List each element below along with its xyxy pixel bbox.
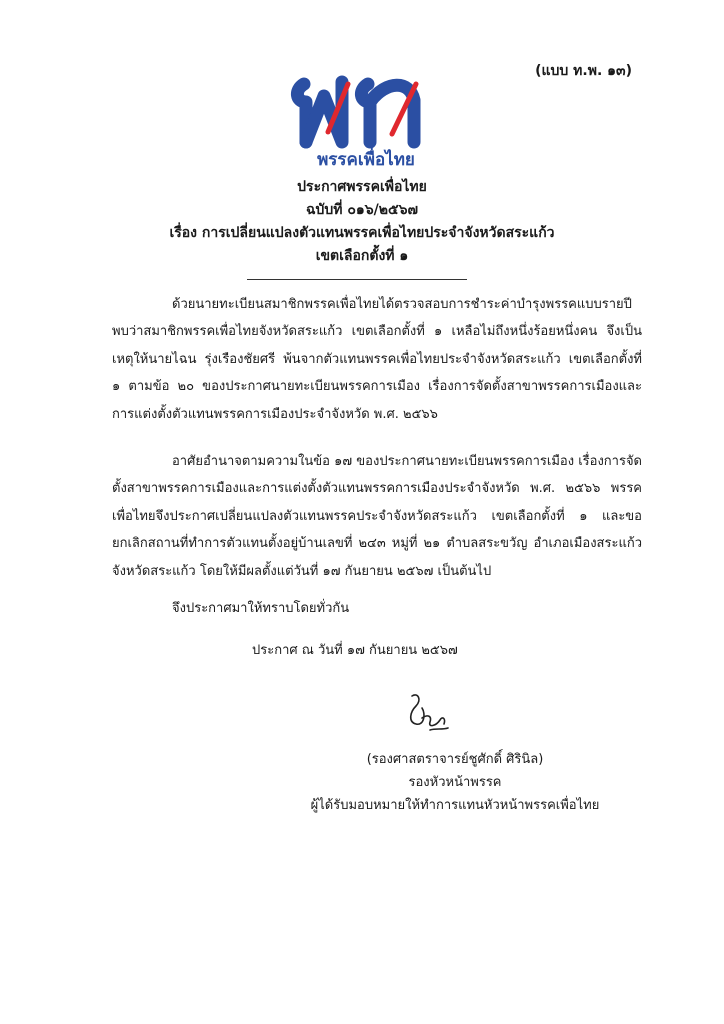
announcement-header (80, 176, 644, 268)
body-paragraph-1 (112, 291, 642, 428)
signer-name: (รองศาสตราจารย์ชูศักดิ์ ศิรินิล) (366, 752, 544, 767)
form-code: (แบบ ท.พ. ๑๓) (535, 63, 632, 79)
party-name: พรรคเพื่อไทย (317, 150, 415, 170)
paragraph-text: อาศัยอำนาจตามความในข้อ ๑๗ ของประกาศนายทะเบียนพรรคการเมือง เรื่องการจัดตั้งสาขาพรรคการเมืองและการแต่งตั้งตัวแทนพรรคการเมืองประจำจังหวัด พ.ศ. ๒๕๖๖ พรรคเพื่อไทยจึงประกาศเปลี่ยนแปลงตัวแทนพรรคประจำจังหวัดสระแก้ว เขตเลือกตั้งที่ ๑ และขอยกเลิกสถานที่ทำการตัวแทนตั้งอยู่บ้านเลขที่ ๒๔๓ หมู่ที่ ๒๑ ตำบลสระขวัญ อำเภอเมืองสระแก้ว จังหวัดสระแก้ว โดยให้มีผลตั้งแต่วันที่ ๑๗ กันยายน ๒๕๖๗ เป็นต้นไป (112, 454, 642, 579)
signer-block (270, 748, 640, 817)
announcement-title: ประกาศพรรคเพื่อไทย (297, 179, 427, 195)
announcement-date: ประกาศ ณ วันที่ ๑๗ กันยายน ๒๕๖๗ (252, 643, 458, 658)
signer-authority: ผู้ได้รับมอบหมายให้ทำการแทนหัวหน้าพรรคเพื่อไทย (310, 798, 600, 813)
paragraph-text: ด้วยนายทะเบียนสมาชิกพรรคเพื่อไทยได้ตรวจสอบการชำระค่าบำรุงพรรคแบบรายปีพบว่าสมาชิกพรรคเพื่อไทยจังหวัดสระแก้ว เขตเลือกตั้งที่ ๑ เหลือไม่ถึงหนึ่งร้อยหนึ่งคน จึงเป็นเหตุให้นายไฉน รุ่งเรืองชัยศรี พ้นจากตัวแทนพรรคเพื่อไทยประจำจังหวัดสระแก้ว เขตเลือกตั้งที่ ๑ ตามข้อ ๒๐ ของประกาศนายทะเบียนพรรคการเมือง เรื่องการจัดตั้งสาขาพรรคการเมืองและการแต่งตั้งตัวแทนพรรคการเมืองประจำจังหวัด พ.ศ. ๒๕๖๖ (112, 297, 642, 422)
announcement-subject: เรื่อง การเปลี่ยนแปลงตัวแทนพรรคเพื่อไทยประจำจังหวัดสระแก้ว (169, 225, 555, 241)
announcement-number: ฉบับที่ ๐๑๖/๒๕๖๗ (305, 202, 419, 218)
body-paragraph-2 (112, 448, 642, 585)
handwritten-signature (400, 688, 460, 738)
signer-position: รองหัวหน้าพรรค (408, 775, 502, 790)
paragraph-text: จึงประกาศมาให้ทราบโดยทั่วกัน (172, 601, 350, 616)
header-divider (247, 279, 467, 280)
announcement-district: เขตเลือกตั้งที่ ๑ (315, 248, 409, 264)
body-paragraph-3 (112, 595, 642, 622)
